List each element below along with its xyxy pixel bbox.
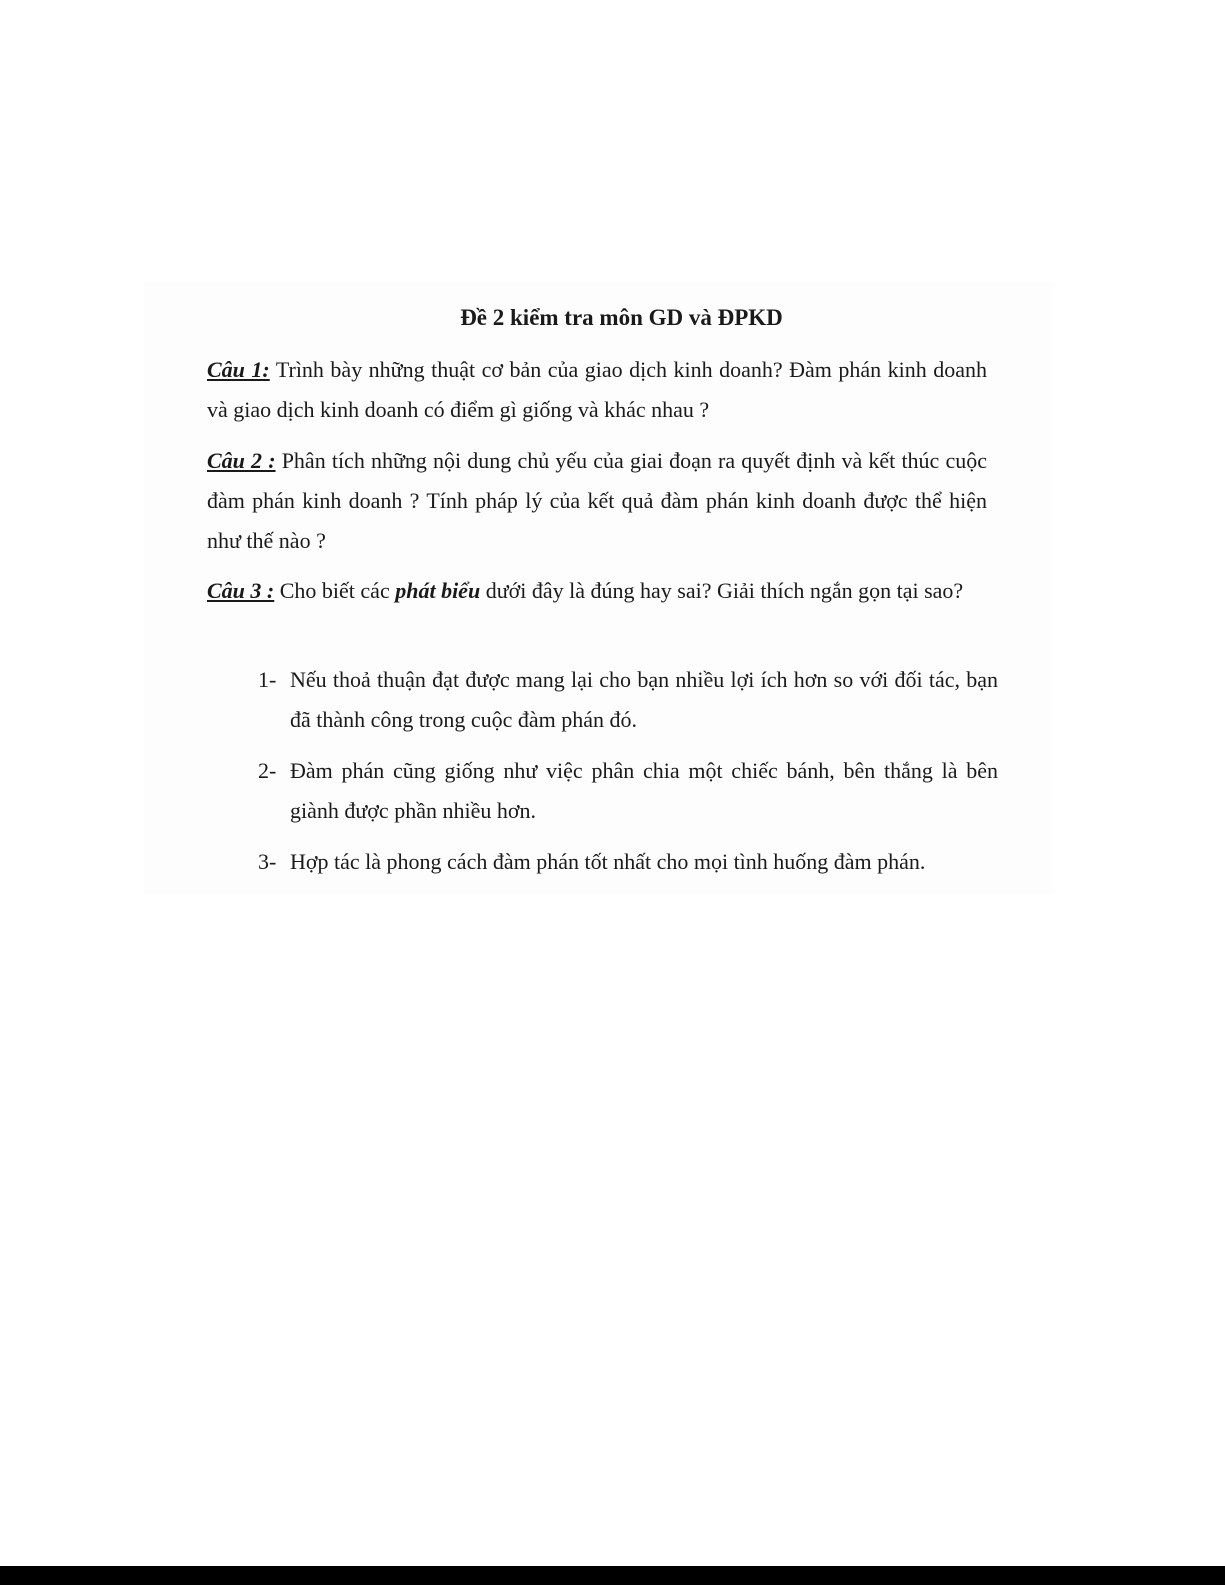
statement-item bbox=[258, 842, 998, 882]
question-3-emphasis: phát biểu bbox=[395, 578, 481, 603]
statement-item bbox=[258, 660, 998, 740]
question-3-label: Câu 3 : bbox=[207, 578, 275, 603]
question-3-text-before: Cho biết các bbox=[279, 578, 390, 603]
question-2-label: Câu 2 : bbox=[207, 448, 276, 473]
question-2 bbox=[207, 441, 987, 561]
question-3-text-after: dưới đây là đúng hay sai? Giải thích ngắn gọn tại sao? bbox=[485, 578, 964, 603]
statement-number: 3- bbox=[258, 849, 277, 874]
question-3 bbox=[207, 571, 987, 611]
statement-text: Hợp tác là phong cách đàm phán tốt nhất cho mọi tình huống đàm phán. bbox=[290, 849, 926, 874]
document-title: Đề 2 kiểm tra môn GD và ĐPKD bbox=[460, 305, 783, 330]
question-1-text: Trình bày những thuật cơ bản của giao dịch kinh doanh? Đàm phán kinh doanh và giao dịch kinh doanh có điểm gì giống và khác nhau ? bbox=[207, 357, 987, 422]
question-2-text: Phân tích những nội dung chủ yếu của giai đoạn ra quyết định và kết thúc cuộc đàm phán kinh doanh ? Tính pháp lý của kết quả đàm phán kinh doanh được thể hiện như thế nào ? bbox=[207, 448, 987, 553]
statement-item bbox=[258, 751, 998, 831]
statement-number: 2- bbox=[258, 758, 277, 783]
page-bottom-border bbox=[0, 1566, 1225, 1585]
statement-text: Đàm phán cũng giống như việc phân chia một chiếc bánh, bên thắng là bên giành được phần nhiều hơn. bbox=[290, 758, 998, 823]
question-1-label: Câu 1: bbox=[207, 357, 270, 382]
statement-number: 1- bbox=[258, 667, 277, 692]
question-1 bbox=[207, 350, 987, 430]
statement-list bbox=[258, 660, 998, 893]
statement-text: Nếu thoả thuận đạt được mang lại cho bạn nhiều lợi ích hơn so với đối tác, bạn đã thành công trong cuộc đàm phán đó. bbox=[290, 667, 998, 732]
